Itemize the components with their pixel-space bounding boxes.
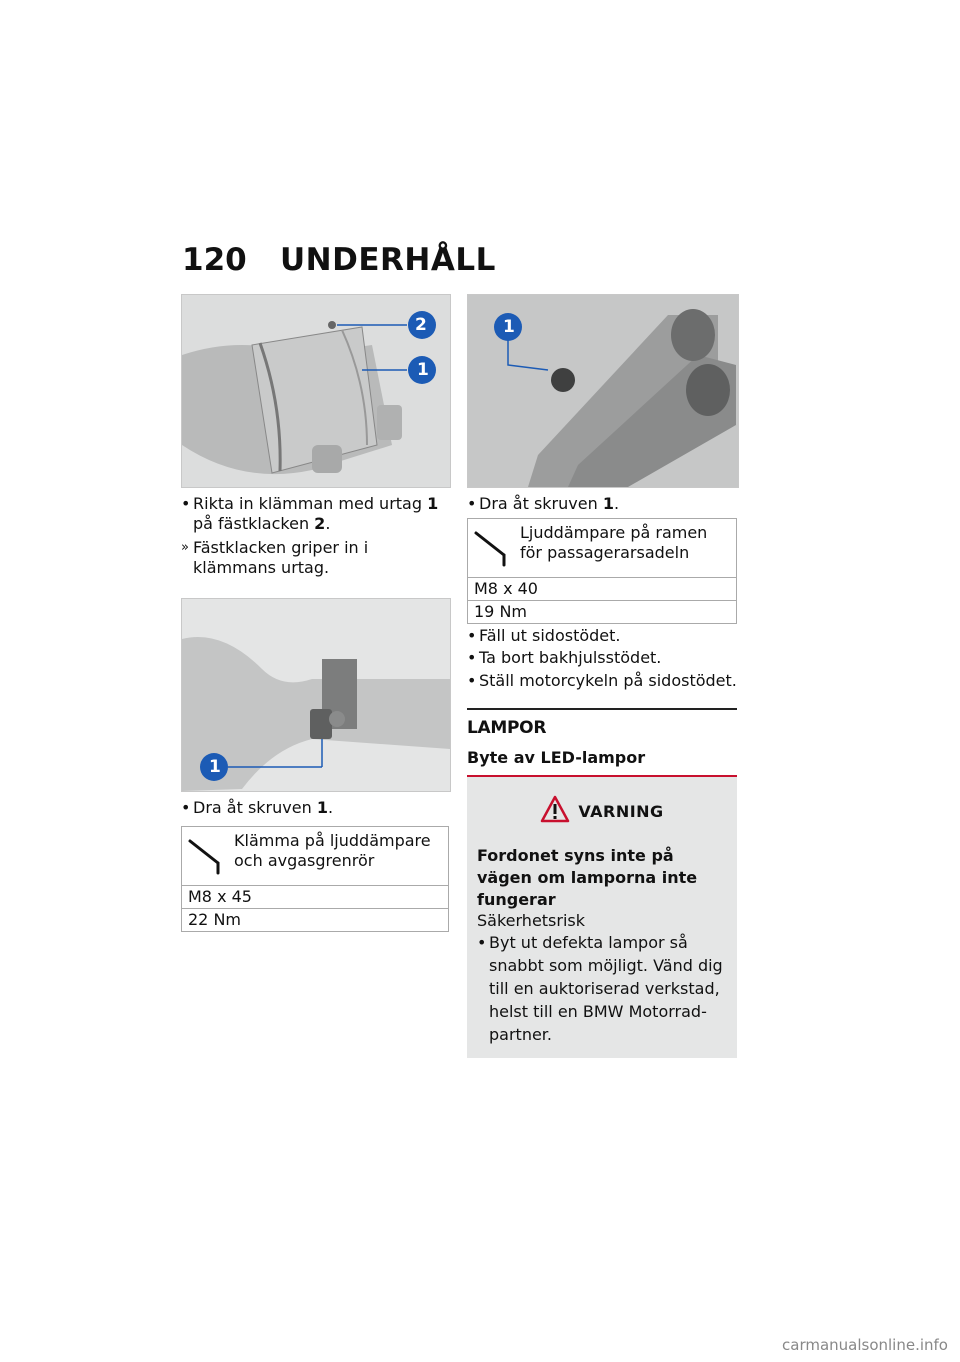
warning-heading: Fordonet syns inte på vägen om lamporna inte fungerar (477, 846, 698, 909)
torque-value: 22 Nm (188, 910, 241, 929)
section-title: UNDERHÅLL (280, 242, 496, 278)
warning-box (467, 777, 737, 1058)
step-align-clamp: • Rikta in klämman med urtag 1 på fästklacken 2. (181, 494, 449, 534)
callout-1: 1 (209, 757, 221, 777)
warning-triangle-icon (540, 795, 570, 827)
torque-label: Ljuddämpare på ramen för passagerarsadeln (520, 523, 708, 562)
torque-size: M8 x 45 (182, 886, 448, 909)
left-column (181, 294, 449, 932)
section-divider (467, 708, 737, 710)
torque-label: Klämma på ljuddämpare och avgasgrenrör (234, 831, 431, 870)
callout-2: 2 (415, 315, 427, 335)
torque-table (181, 826, 449, 932)
figure-exhaust-clamp (181, 294, 451, 488)
section-heading: LAMPOR (467, 718, 547, 738)
figure-clamp-screw (181, 598, 451, 792)
torque-wrench-icon (468, 519, 518, 577)
callout-1: 1 (417, 360, 429, 380)
page-header (182, 242, 496, 278)
warning-instruction: • Byt ut defekta lampor så snabbt som möjligt. Vänd dig till en auktoriserad verkstad, helst till en BMW Motorrad-partner. (477, 931, 727, 1046)
result-bracket-engages: » Fästklacken griper in i klämmans urtag. (181, 538, 449, 578)
step-tighten-screw: • Dra åt skruven 1. (467, 494, 737, 514)
warning-risk: Säkerhetsrisk (477, 911, 586, 930)
callout-1: 1 (503, 317, 515, 337)
warning-title: VARNING (578, 801, 664, 821)
exhaust-clamp-illustration (182, 295, 450, 487)
step-park-on-stand: • Ställ motorcykeln på sidostödet. (467, 670, 737, 692)
step-fold-out-stand: • Fäll ut sidostödet. (467, 626, 737, 646)
step-tighten-screw: • Dra åt skruven 1. (181, 798, 449, 818)
watermark: carmanualsonline.info (782, 1336, 948, 1354)
clamp-screw-illustration (182, 599, 450, 791)
figure-muffler-frame (467, 294, 739, 488)
right-column (467, 294, 737, 1058)
subsection-heading: Byte av LED-lampor (467, 748, 646, 767)
step-remove-rear-stand: • Ta bort bakhjulsstödet. (467, 648, 737, 668)
torque-table (467, 518, 737, 624)
torque-value: 19 Nm (474, 602, 527, 621)
torque-size: M8 x 40 (468, 578, 736, 601)
torque-wrench-icon (182, 827, 232, 885)
page-number: 120 (182, 242, 247, 278)
